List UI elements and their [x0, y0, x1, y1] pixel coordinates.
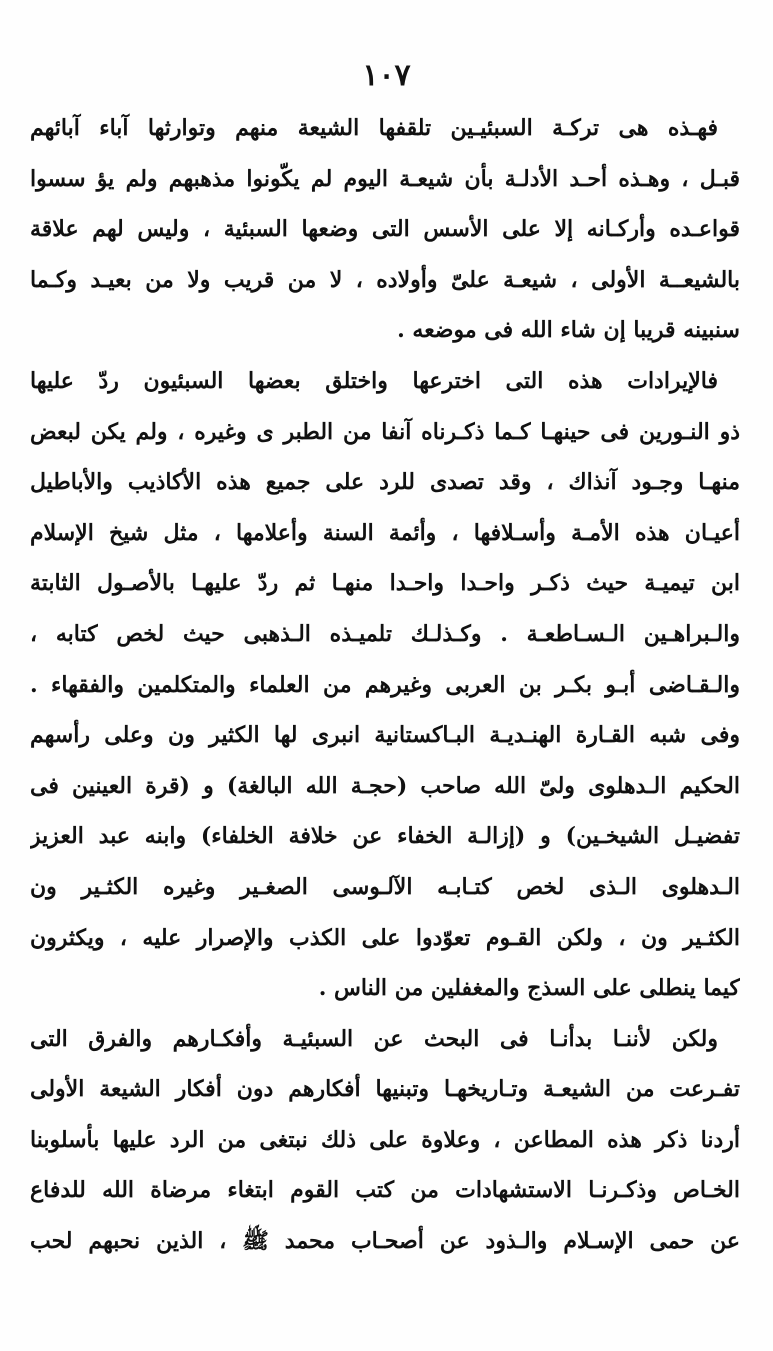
text-line: وفى شبه القـارة الهنـديـة البـاكستانية انبرى لها الكثير ون وعلى رأسهم: [30, 722, 740, 749]
text-line: تفضيـل الشيخـين) و (إزالـة الخفاء عن خلافة الخلفاء) وابنه عبد العزيز: [30, 823, 740, 850]
text-line: ولكن لأننـا بدأنـا فى البحث عن السبئيـة وأفكـارهم والفرق التى: [30, 1025, 718, 1052]
body-text: [30, 103, 740, 1267]
text-line: أعيـان هذه الأمـة وأسـلافها ، وأئمة السنة وأعلامها ، مثل شيخ الإسلام: [30, 519, 740, 546]
text-line: الحكيم الـدهلوى ولىّ الله صاحب (حجـة الله البالغة) و (قرة العينين فى: [30, 772, 740, 799]
text-line: بالشيعــة الأولى ، شيعـة علىّ وأولاده ، لا من قريب ولا من بعيـد وكـما: [30, 266, 740, 293]
text-line: فالإيرادات هذه التى اخترعها واختلق بعضها السبئيون ردّ عليها: [30, 367, 718, 394]
text-line: قواعـده وأركـانه إلا على الأسس التى وضعها السبئية ، وليس لهم علاقة: [30, 216, 740, 243]
text-line: الكثـير ون ، ولكن القـوم تعوّدوا على الكذب والإصرار عليه ، ويكثرون: [30, 924, 740, 951]
text-line: أردنا ذكر هذه المطاعن ، وعلاوة على ذلك نبتغى من الرد عليها بأسلوبنا: [30, 1126, 740, 1153]
text-line: قبـل ، وهـذه أحـد الأدلـة بأن شيعـة اليوم لم يكّونوا مذهبهم ولم يؤ سسوا: [30, 165, 740, 192]
text-line: سنبينه قريبا إن شاء الله فى موضعه .: [397, 317, 740, 344]
text-line: الخـاص وذكـرنـا الاستشهادات من كتب القوم ابتغاء مرضاة الله للدفاع: [30, 1177, 740, 1204]
text-line: تفـرعت من الشيعـة وتـاريخهـا وتبنيها أفكارهم دون أفكار الشيعة الأولى: [30, 1076, 740, 1103]
text-line: ابن تيميـة حيث ذكـر واحـدا واحـدا منهـا ثم ردّ عليهـا بالأصـول الثابتة: [30, 570, 740, 597]
page-number: ١٠٧: [362, 58, 411, 93]
text-line: فهـذه هى تركـة السبئيـين تلقفها الشيعة منهم وتوارثها آباء آبائهم: [30, 115, 718, 141]
text-line: والـبراهـين الـسـاطعـة . وكـذلـك تلميـذه الـذهبى حيث لخص كتابه ،: [30, 620, 740, 647]
text-line: ذو النـورين فى حينهـا كـما ذكـرناه آنفا من الطبر ى وغيره ، ولم يكن لبعض: [30, 418, 740, 445]
text-line: كيما ينطلى على السذج والمغفلين من الناس .: [318, 975, 740, 1002]
text-line: عن حمى الإسـلام والـذود عن أصحـاب محمد ﷺ ، الذين نحبهم لحب: [30, 1228, 740, 1255]
text-line: منهـا وجـود آنذاك ، وقد تصدى للرد على جميع هذه الأكاذيب والأباطيل: [30, 469, 740, 496]
text-line: الـدهلوى الـذى لخص كتـابـه الآلـوسى الصغـير وغيره الكثـير ون: [30, 873, 740, 900]
text-line: والـقـاضى أبـو بكـر بن العربى وغيرهم من العلماء والمتكلمين والفقهاء .: [30, 671, 740, 698]
